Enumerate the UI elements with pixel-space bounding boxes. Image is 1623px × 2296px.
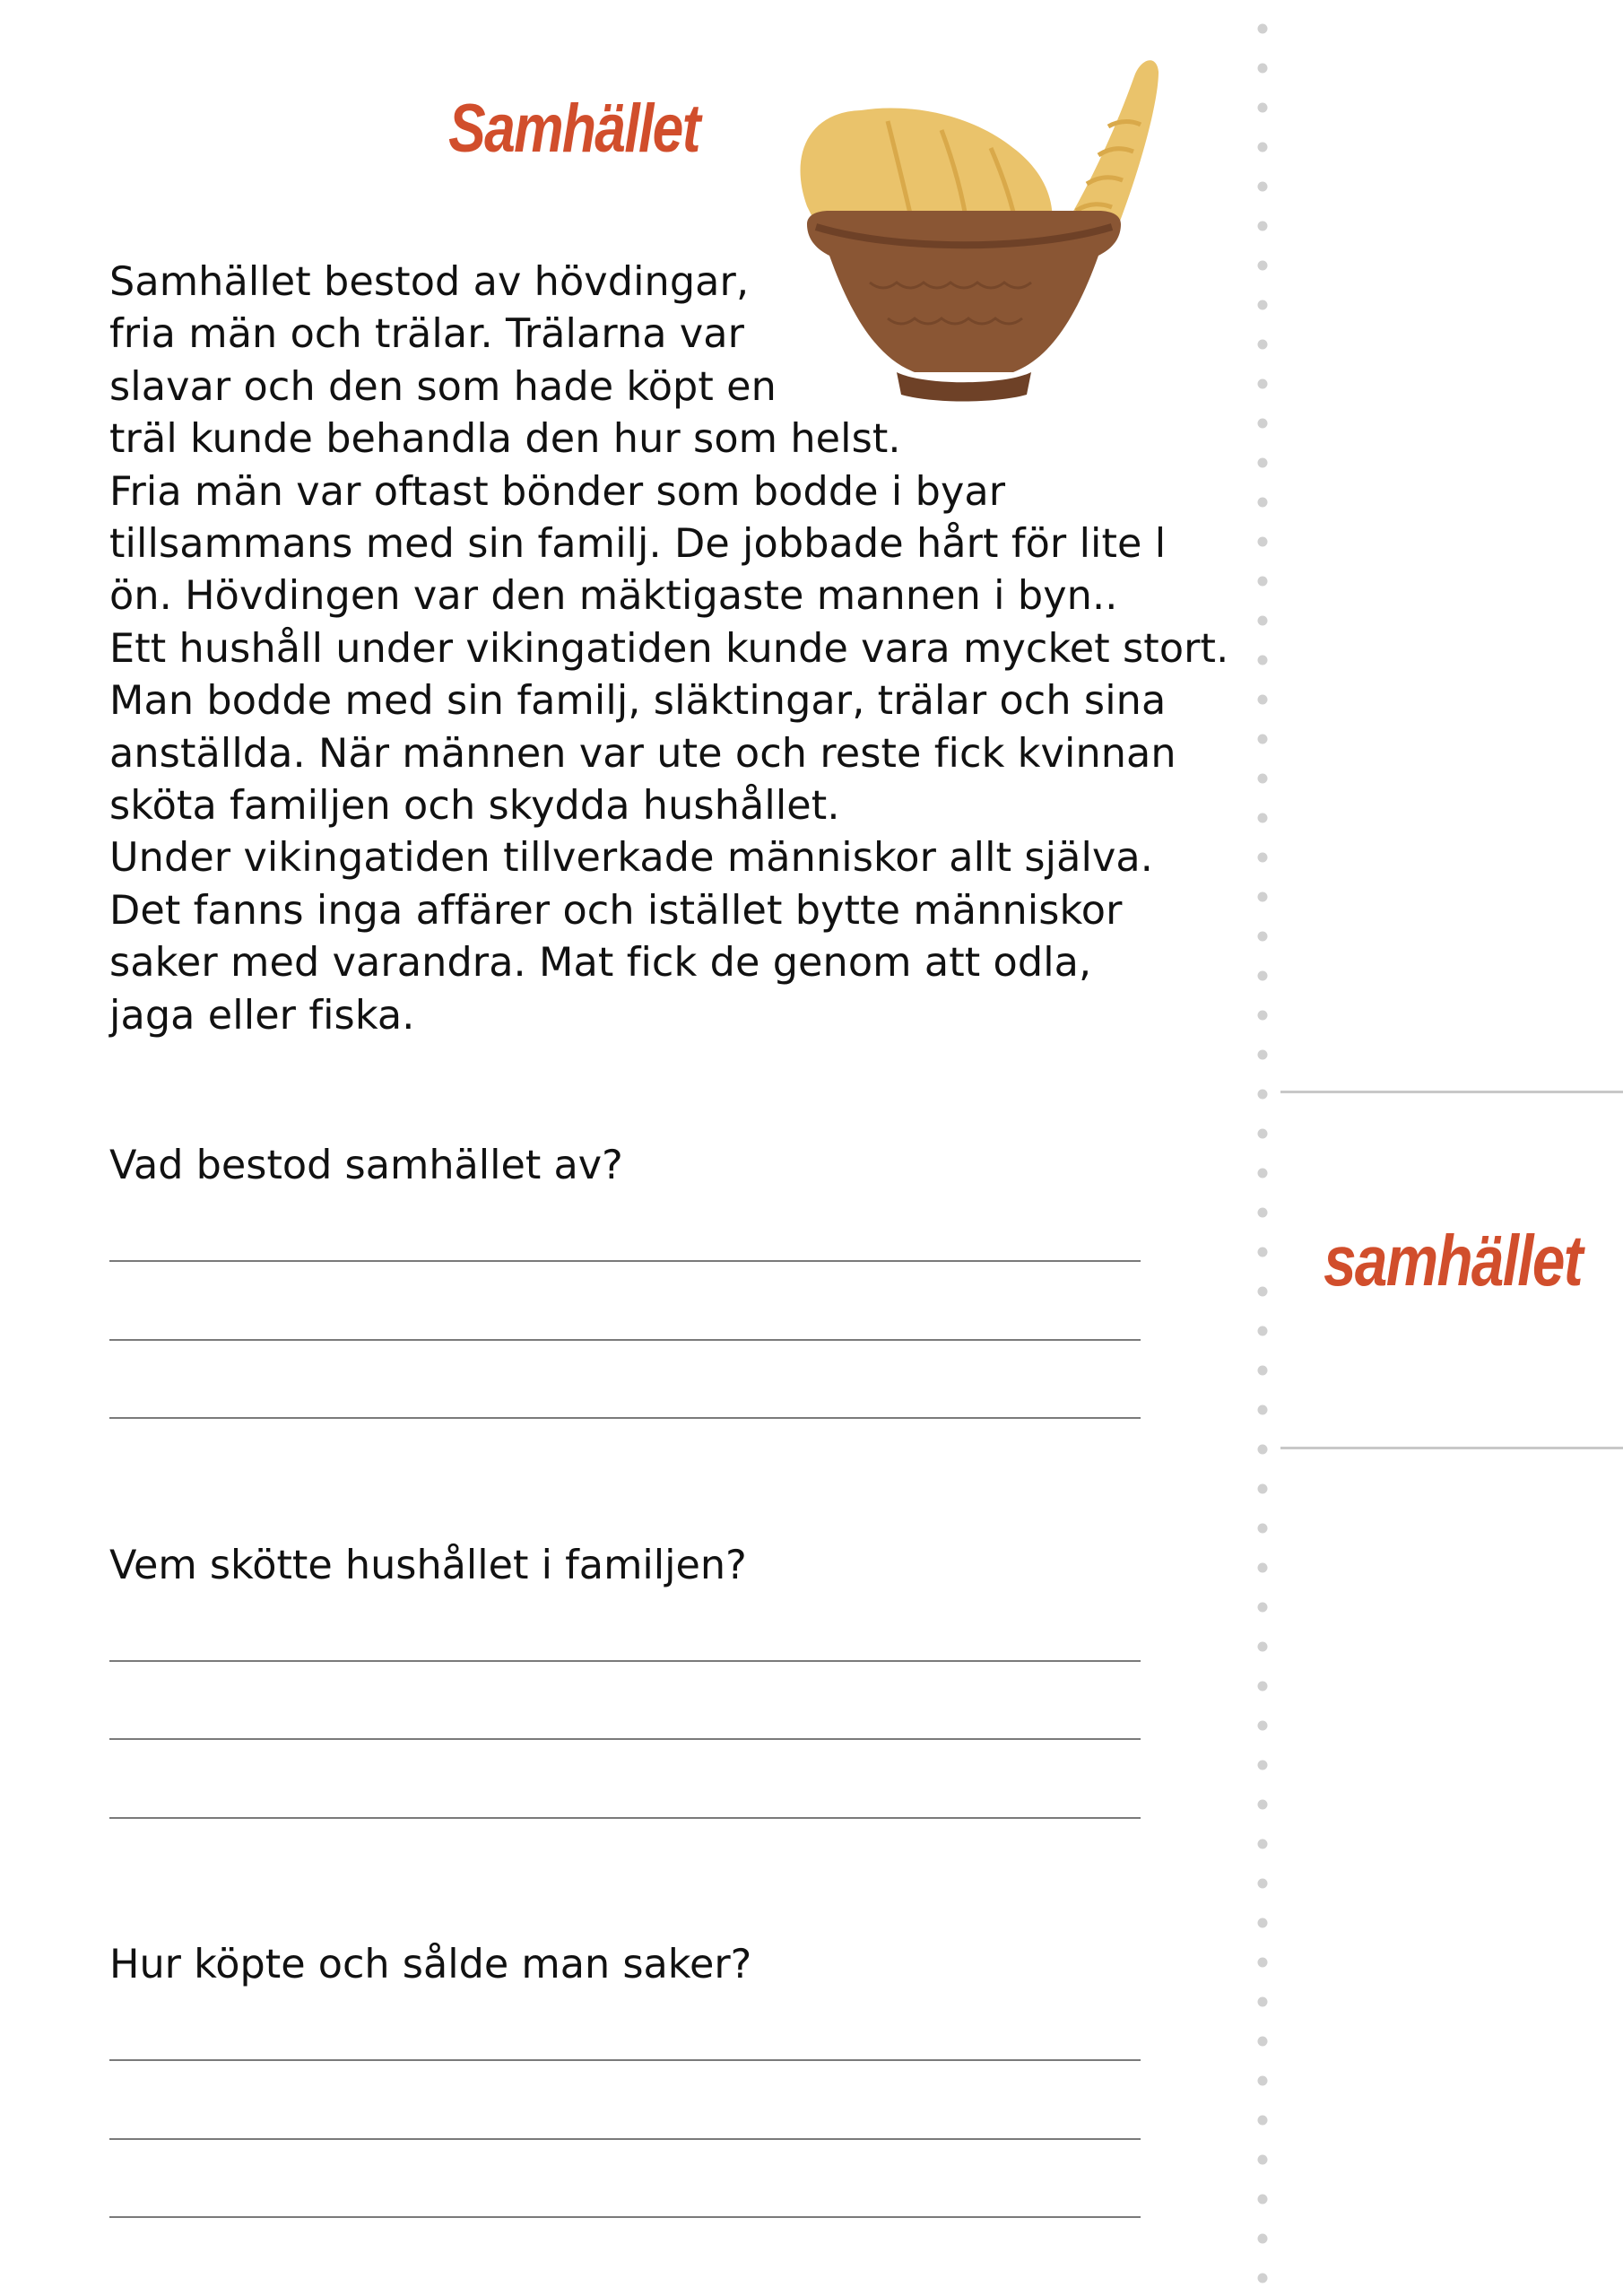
paragraph-line: Samhället bestod av hövdingar, <box>109 259 750 305</box>
answer-line[interactable] <box>109 1660 1141 1662</box>
question-text: Hur köpte och sålde man saker? <box>109 1942 752 1987</box>
answer-line[interactable] <box>109 1339 1141 1341</box>
paragraph-line: jaga eller fiska. <box>109 992 415 1039</box>
paragraph-line: tillsammans med sin familj. De jobbade hårt för lite l <box>109 521 1167 568</box>
paragraph-line: anställda. När männen var ute och reste fick kvinnan <box>109 730 1176 777</box>
paragraph-line: Fria män var oftast bönder som bodde i byar <box>109 468 1006 515</box>
side-label-title: samhället <box>1324 1221 1582 1300</box>
paragraph-line: Det fanns inga affärer och istället bytte människor <box>109 887 1123 934</box>
answer-line[interactable] <box>109 1738 1141 1740</box>
paragraph-line: ön. Hövdingen var den mäktigaste mannen i byn.. <box>109 573 1118 620</box>
question-text: Vad bestod samhället av? <box>109 1143 623 1188</box>
reading-text <box>109 257 1275 1042</box>
side-label-top-rule <box>1280 1091 1623 1093</box>
side-label-bottom-rule <box>1280 1447 1623 1449</box>
paragraph-line: slavar och den som hade köpt en <box>109 363 777 410</box>
paragraph-line: Under vikingatiden tillverkade människor allt själva. <box>109 835 1153 882</box>
answer-line[interactable] <box>109 1817 1141 1819</box>
paragraph-line: fria män och trälar. Trälarna var <box>109 311 745 358</box>
paragraph-line: Man bodde med sin familj, släktingar, trälar och sina <box>109 678 1167 725</box>
dotted-divider <box>1255 18 1270 2287</box>
paragraph-line: träl kunde behandla den hur som helst. <box>109 416 901 463</box>
answer-line[interactable] <box>109 2138 1141 2140</box>
answer-line[interactable] <box>109 1417 1141 1419</box>
page-title: Samhället <box>448 91 699 167</box>
answer-line[interactable] <box>109 2059 1141 2061</box>
answer-line[interactable] <box>109 2216 1141 2218</box>
paragraph-line: sköta familjen och skydda hushållet. <box>109 783 840 830</box>
answer-line[interactable] <box>109 1260 1141 1262</box>
paragraph-line: Ett hushåll under vikingatiden kunde vara mycket stort. <box>109 625 1229 672</box>
paragraph-line: saker med varandra. Mat fick de genom att odla, <box>109 940 1092 987</box>
question-text: Vem skötte hushållet i familjen? <box>109 1543 747 1588</box>
